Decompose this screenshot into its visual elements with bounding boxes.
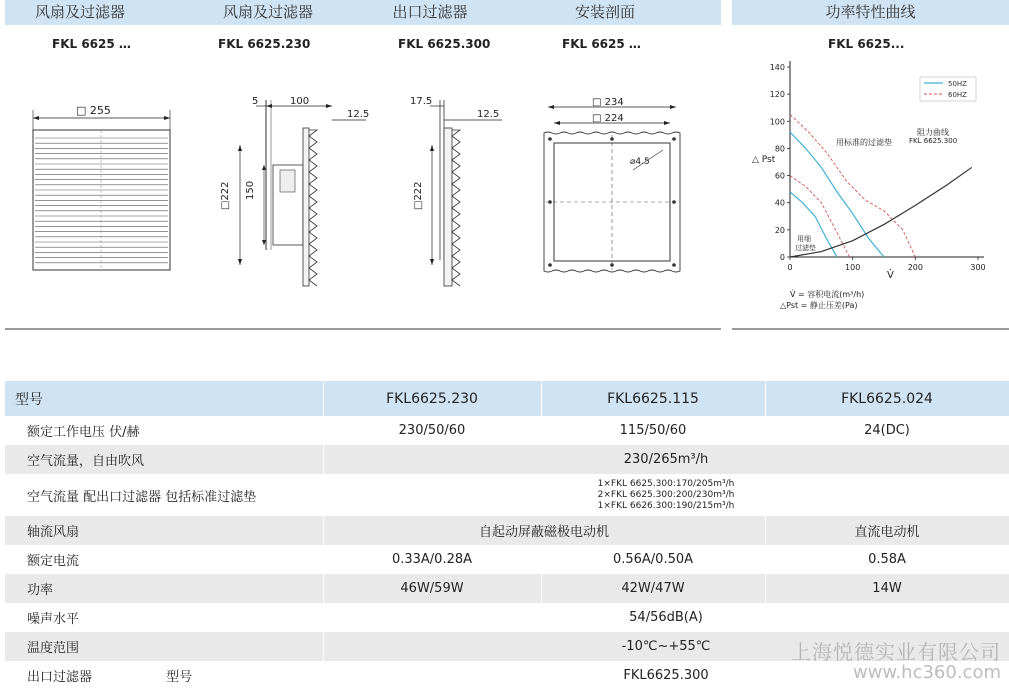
row-label: 噪声水平 xyxy=(5,603,323,632)
cell-value: 14W xyxy=(765,574,1009,603)
dim-d4-outer: □ 234 xyxy=(592,97,624,108)
dim-d4-inner: □ 224 xyxy=(592,113,624,124)
cell-value: 230/265m³/h xyxy=(323,445,1009,474)
airflow-line: 1×FKL 6626.300:190/215m³/h xyxy=(597,500,735,511)
annot-resist: 阻力曲线 xyxy=(917,128,949,137)
dim-d3-left: 17.5 xyxy=(410,96,433,107)
table-row xyxy=(5,416,1009,445)
model-col3: FKL 6625.300 xyxy=(398,37,491,51)
table-row xyxy=(5,603,1009,632)
cell-value: 0.58A xyxy=(765,545,1009,574)
cell-value: 230/50/60 xyxy=(323,416,541,445)
cell-value: 0.56A/0.50A xyxy=(541,545,765,574)
th-model-024: FKL6625.024 xyxy=(765,381,1009,416)
dim-d2-inner: 150 xyxy=(245,180,256,200)
table-row xyxy=(5,545,1009,574)
th-model-230: FKL6625.230 xyxy=(323,381,541,416)
cell-value: 直流电动机 xyxy=(765,516,1009,545)
y-tick-label: 120 xyxy=(769,90,785,100)
outlet-label: 出口过滤器 xyxy=(27,670,93,685)
y-tick-label: 60 xyxy=(774,171,785,181)
cell-value: FKL6625.300 xyxy=(323,661,1009,690)
cell-value: 24(DC) xyxy=(765,416,1009,445)
row-label: 空气流量，自由吹风 xyxy=(5,445,323,474)
series-line xyxy=(790,167,972,257)
x-tick-label: 0 xyxy=(787,263,793,272)
dim-d1-width: □ 255 xyxy=(76,104,111,117)
model-col5: FKL 6625... xyxy=(828,37,905,51)
model-col1: FKL 6625 … xyxy=(52,37,131,51)
y-tick-label: 140 xyxy=(769,63,785,72)
dim-d3-right: 12.5 xyxy=(477,109,500,120)
model-col4: FKL 6625 … xyxy=(562,37,641,51)
row-label: 额定电流 xyxy=(5,545,323,574)
cell-value: 自起动屏蔽磁极电动机 xyxy=(323,516,765,545)
row-label: 功率 xyxy=(5,574,323,603)
chart-footnote-2: △Pst = 静止压差(Pa) xyxy=(780,301,858,310)
watermark-site: www.hc360.com xyxy=(852,662,1001,683)
row-label: 空气流量 配出口过滤器 包括标准过滤垫 xyxy=(5,474,323,516)
legend-60hz: 60HZ xyxy=(948,91,967,99)
header-bar-right xyxy=(732,0,1009,25)
annot-std-filter: 用标准的过滤垫 xyxy=(836,138,892,147)
chart-ylabel: △ Pst xyxy=(752,155,776,165)
annot-fine-filter-2: 过滤垫 xyxy=(795,244,816,252)
x-tick-label: 200 xyxy=(907,263,923,272)
dim-d2-depth: 100 xyxy=(290,96,310,107)
cell-value: 115/50/60 xyxy=(541,416,765,445)
drawing-fan-front xyxy=(25,100,175,280)
airflow-line: 1×FKL 6625.300:170/205m³/h xyxy=(597,478,735,489)
y-tick-label: 40 xyxy=(774,198,785,208)
outlet-sublabel: 型号 xyxy=(166,670,193,685)
table-row xyxy=(5,574,1009,603)
table-header-row xyxy=(5,381,1009,416)
dim-d2-left: 5 xyxy=(252,96,259,107)
annot-resist-model: FKL 6625.300 xyxy=(909,137,958,145)
airflow-filter-lines xyxy=(598,479,735,512)
y-tick-label: 80 xyxy=(774,144,785,154)
table-row xyxy=(5,445,1009,474)
cell-value: 42W/47W xyxy=(541,574,765,603)
dim-d2-right: 12.5 xyxy=(347,109,370,120)
cell-value: -10℃~+55℃ xyxy=(323,632,1009,661)
cell-value: 0.33A/0.28A xyxy=(323,545,541,574)
y-tick-label: 20 xyxy=(774,225,785,235)
rule-left xyxy=(5,328,721,330)
watermark-company: 上海悦德实业有限公司 xyxy=(791,640,1001,664)
x-tick-label: 300 xyxy=(970,263,986,272)
dim-d2-height: □222 xyxy=(220,181,231,210)
rule-right xyxy=(732,328,1009,330)
y-tick-label: 100 xyxy=(769,117,785,127)
table-row xyxy=(5,474,1009,516)
chart-footnote-1: V̇ = 容积电流(m³/h) xyxy=(790,290,865,299)
table-row xyxy=(5,516,1009,545)
x-tick-label: 100 xyxy=(845,263,861,272)
y-tick-label: 0 xyxy=(779,253,785,262)
legend-50hz: 50HZ xyxy=(948,80,967,88)
cell-value: 54/56dB(A) xyxy=(323,603,1009,632)
airflow-line: 2×FKL 6625.300:200/230m³/h xyxy=(597,489,735,500)
dim-d3-height: □222 xyxy=(413,181,424,210)
th-model: 型号 xyxy=(5,381,323,416)
th-model-115: FKL6625.115 xyxy=(541,381,765,416)
drawing-outlet-side xyxy=(410,90,510,300)
header-col4: 安装剖面 xyxy=(574,3,635,21)
row-label: 轴流风扇 xyxy=(5,516,323,545)
dim-d4-hole: ⌀4.5 xyxy=(630,157,650,167)
header-col3: 出口过滤器 xyxy=(392,3,468,21)
header-col1: 风扇及过滤器 xyxy=(34,3,125,21)
row-label: 温度范围 xyxy=(5,632,323,661)
cell-value xyxy=(323,474,1009,516)
row-label: 额定工作电压 伏/赫 xyxy=(5,416,323,445)
header-col2: 风扇及过滤器 xyxy=(222,3,313,21)
header-bar-left xyxy=(5,0,721,25)
model-col2: FKL 6625.230 xyxy=(218,37,311,51)
annot-fine-filter-1: 用细 xyxy=(797,235,811,243)
chart-xlabel: V̇ xyxy=(887,270,894,281)
cell-value: 46W/59W xyxy=(323,574,541,603)
header-col5: 功率特性曲线 xyxy=(825,3,916,21)
